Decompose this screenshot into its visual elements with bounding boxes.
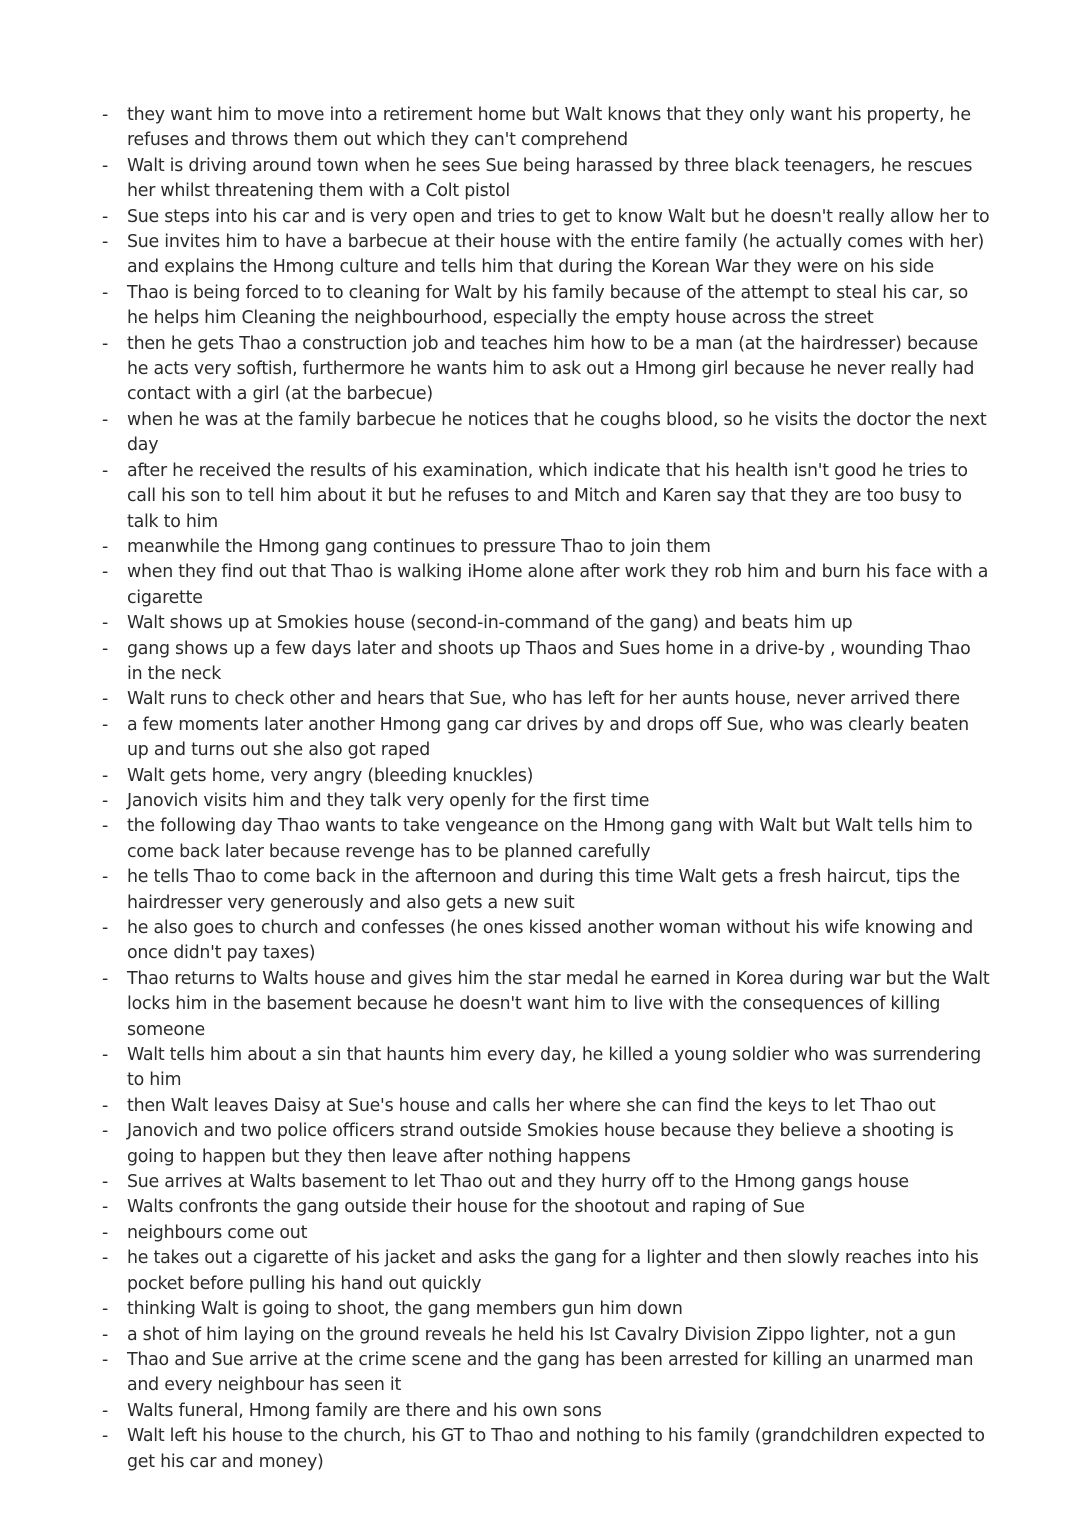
list-item: - the following day Thao wants to take vengeance on the Hmong gang with Walt but Walt tells him to come back later because revenge has to be planned carefully bbox=[100, 814, 990, 865]
list-item: - Walts funeral, Hmong family are there and his own sons bbox=[100, 1399, 990, 1424]
list-item: - then he gets Thao a construction job and teaches him how to be a man (at the hairdresser) because he acts very softish, furthermore he wants him to ask out a Hmong girl because he never really had contact with a girl (at the barbecue) bbox=[100, 332, 990, 408]
list-item: - a few moments later another Hmong gang car drives by and drops off Sue, who was clearly beaten up and turns out she also got raped bbox=[100, 713, 990, 764]
list-item: - gang shows up a few days later and shoots up Thaos and Sues home in a drive-by , wounding Thao in the neck bbox=[100, 637, 990, 688]
list-item: - Walt shows up at Smokies house (second-in-command of the gang) and beats him up bbox=[100, 611, 990, 636]
list-item: - he also goes to church and confesses (he ones kissed another woman without his wife knowing and once didn't pay taxes) bbox=[100, 916, 990, 967]
list-item: - meanwhile the Hmong gang continues to pressure Thao to join them bbox=[100, 535, 990, 560]
list-item: - Walt runs to check other and hears that Sue, who has left for her aunts house, never arrived there bbox=[100, 687, 990, 712]
list-item: - Walt is driving around town when he sees Sue being harassed by three black teenagers, he rescues her whilst threatening them with a Colt pistol bbox=[100, 154, 990, 205]
list-item: - he tells Thao to come back in the afternoon and during this time Walt gets a fresh haircut, tips the hairdresser very generously and also gets a new suit bbox=[100, 865, 990, 916]
list-item: - Janovich and two police officers strand outside Smokies house because they believe a shooting is going to happen but they then leave after nothing happens bbox=[100, 1119, 990, 1170]
list-item: - Thao and Sue arrive at the crime scene and the gang has been arrested for killing an unarmed man and every neighbour has seen it bbox=[100, 1348, 990, 1399]
list-item: - neighbours come out bbox=[100, 1221, 990, 1246]
list-item: - he takes out a cigarette of his jacket and asks the gang for a lighter and then slowly reaches into his pocket before pulling his hand out quickly bbox=[100, 1246, 990, 1297]
bullet-list bbox=[100, 103, 990, 1475]
list-item: - then Walt leaves Daisy at Sue's house and calls her where she can find the keys to let Thao out bbox=[100, 1094, 990, 1119]
list-item: - when he was at the family barbecue he notices that he coughs blood, so he visits the doctor the next day bbox=[100, 408, 990, 459]
list-item: - Walts confronts the gang outside their house for the shootout and raping of Sue bbox=[100, 1195, 990, 1220]
list-item: - Walt gets home, very angry (bleeding knuckles) bbox=[100, 764, 990, 789]
list-item: - Sue invites him to have a barbecue at their house with the entire family (he actually comes with her) and explains the Hmong culture and tells him that during the Korean War they were on his side bbox=[100, 230, 990, 281]
list-item: - after he received the results of his examination, which indicate that his health isn't good he tries to call his son to tell him about it but he refuses to and Mitch and Karen say that they are too busy to talk to him bbox=[100, 459, 990, 535]
list-item: - they want him to move into a retirement home but Walt knows that they only want his property, he refuses and throws them out which they can't comprehend bbox=[100, 103, 990, 154]
list-item: - Walt tells him about a sin that haunts him every day, he killed a young soldier who was surrendering to him bbox=[100, 1043, 990, 1094]
list-item: - Walt left his house to the church, his GT to Thao and nothing to his family (grandchildren expected to get his car and money) bbox=[100, 1424, 990, 1475]
list-item: - when they find out that Thao is walking iHome alone after work they rob him and burn his face with a cigarette bbox=[100, 560, 990, 611]
list-item: - Thao is being forced to to cleaning for Walt by his family because of the attempt to steal his car, so he helps him Cleaning the neighbourhood, especially the empty house across the street bbox=[100, 281, 990, 332]
list-item: - a shot of him laying on the ground reveals he held his Ist Cavalry Division Zippo lighter, not a gun bbox=[100, 1323, 990, 1348]
list-item: - Janovich visits him and they talk very openly for the first time bbox=[100, 789, 990, 814]
list-item: - Sue steps into his car and is very open and tries to get to know Walt but he doesn't really allow her to bbox=[100, 205, 990, 230]
list-item: - Sue arrives at Walts basement to let Thao out and they hurry off to the Hmong gangs house bbox=[100, 1170, 990, 1195]
list-item: - Thao returns to Walts house and gives him the star medal he earned in Korea during war but the Walt locks him in the basement because he doesn't want him to live with the consequences of killing someone bbox=[100, 967, 990, 1043]
list-item: - thinking Walt is going to shoot, the gang members gun him down bbox=[100, 1297, 990, 1322]
